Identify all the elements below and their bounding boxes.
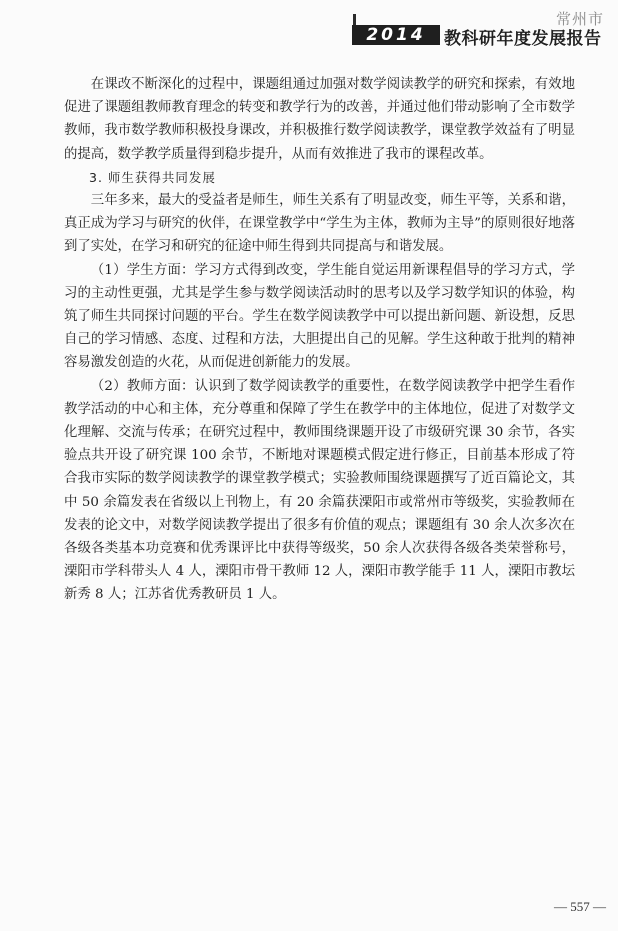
header-year-badge: 2014 — [352, 25, 440, 45]
paragraph-students: （1）学生方面：学习方式得到改变，学生能自觉运用新课程倡导的学习方式，学习的主动性更强，尤其是学生参与数学阅读活动时的思考以及学习数学知识的体验，构筑了师生共同探讨问题的平台。学生在数学阅读教学中可以提出新问题、新设想，反思自己的学习情感、态度、过程和方法，大胆提出自己的见解。学生这种敢于批判的精神容易激发创造的火花，从而促进创新能力的发展。 — [64, 262, 575, 371]
paragraph-teacher-student: 三年多来，最大的受益者是师生，师生关系有了明显改变，师生平等，关系和谐，真正成为学习与研究的伙伴，在课堂教学中“学生为主体，教师为主导”的原则很好地落到了实处，在学习和研究的征途中师生得到共同提高与和谐发展。 — [64, 193, 575, 255]
page-header — [0, 0, 618, 52]
section-heading: 3. 师生获得共同发展 — [89, 169, 216, 185]
header-city: 常州市 — [555, 10, 604, 28]
header-title: 教科研年度发展报告 — [444, 29, 602, 49]
page-number: — 557 — — [554, 899, 606, 914]
body-text — [64, 73, 575, 607]
paragraph-reform-progress: 在课改不断深化的过程中，课题组通过加强对数学阅读教学的研究和探索，有效地促进了课题组教师教育理念的转变和教学行为的改善，并通过他们带动影响了全市数学教师，我市数学教师积极投身课改，并积极推行数学阅读教学，课堂教学效益有了明显的提高，数学教学质量得到稳步提升，从而有效推进了我市的课程改革。 — [64, 77, 575, 162]
paragraph-teachers: （2）教师方面：认识到了数学阅读教学的重要性，在数学阅读教学中把学生看作教学活动的中心和主体，充分尊重和保障了学生在教学中的主体地位，促进了对数学文化理解、交流与传承；在研究过程中，教师围绕课题开设了市级研究课 30 余节，各实验点共开设了研究课 100 余节，不断地对课题模式假定进行修正，目前基本形成了符合我市实际的数学阅读教学的课堂教学模式；实验教师围绕课题撰写了近百篇论文，其中 50 余篇发表在省级以上刊物上，有 20 余篇获溧阳市或常州市等级奖，实验教师在发表的论文中，对数学阅读教学提出了很多有价值的观点；课题组有 30 余人次多次在各级各类基本功竞赛和优秀课评比中获得等级奖，50 余人次获得各级各类荣誉称号，溧阳市学科带头人 4 人，溧阳市骨干教师 12 人，溧阳市教学能手 11 人，溧阳市教坛新秀 8 人；江苏省优秀教研员 1 人。 — [64, 378, 575, 603]
